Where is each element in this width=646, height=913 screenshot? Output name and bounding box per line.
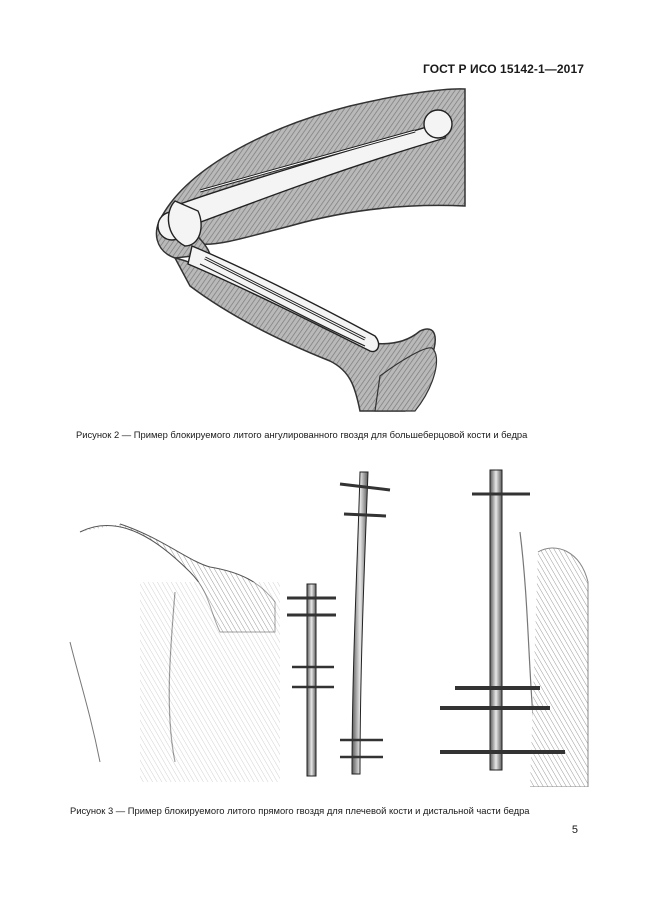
screw [344, 514, 386, 516]
femoral-long-nail [352, 472, 368, 774]
distal-femoral-nail [490, 470, 502, 770]
figure-3-caption: Рисунок 3 — Пример блокируемого литого прямого гвоздя для плечевой кости и дистальной части бедра [70, 805, 530, 816]
figure-2-illustration [150, 86, 470, 416]
page-number: 5 [571, 824, 578, 836]
document-header: ГОСТ Р ИСО 15142-1—2017 [422, 62, 584, 76]
figure-3-illustration [60, 462, 590, 787]
femoral-head [424, 110, 452, 138]
figure-2-caption: Рисунок 2 — Пример блокируемого литого ангулированного гвоздя для большеберцовой кости и бедра [76, 429, 528, 440]
humeral-nail [307, 584, 316, 776]
